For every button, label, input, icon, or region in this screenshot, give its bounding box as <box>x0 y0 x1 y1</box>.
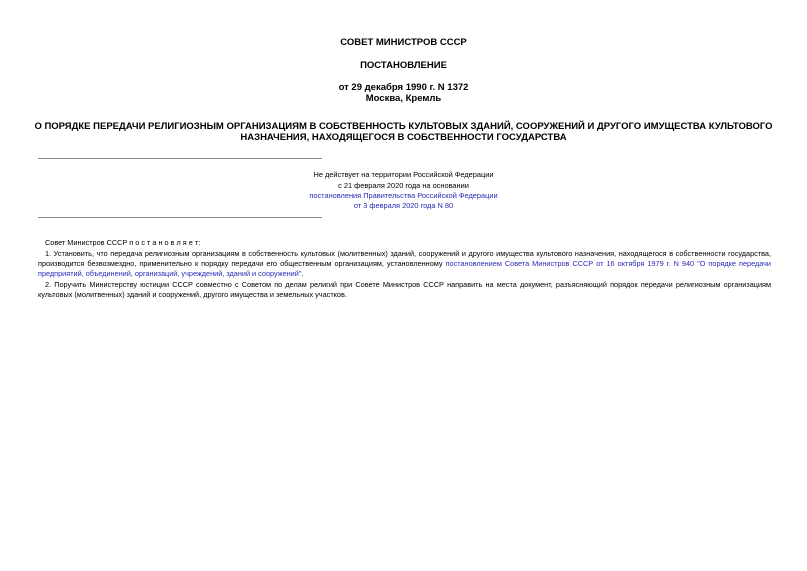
divider-bottom <box>38 217 322 218</box>
resolution-940-link-part-2[interactable]: предприятий, объединений, организаций, учреждений, зданий и сооружений" <box>38 269 302 278</box>
status-note-line-1: Не действует на территории Российской Федерации <box>313 170 494 179</box>
paragraph-1-end-punctuation: . <box>301 269 304 278</box>
intro-paragraph: Совет Министров СССР п о с т а н о в л я е т: <box>45 238 201 247</box>
paragraph-2-line-2: культовых (молитвенных) зданий и сооружений, другого имущества и земельных участков. <box>38 290 347 299</box>
paragraph-2-line-1: 2. Поручить Министерству юстиции СССР совместно с Советом по делам религий при Совете Министров СССР направить на места документ, разъясняющий порядок передачи религиозным организациям <box>45 280 771 289</box>
document-type-heading: ПОСТАНОВЛЕНИЕ <box>360 60 447 71</box>
document-date: от 29 декабря 1990 г. N 1372 <box>338 82 469 93</box>
document-place: Москва, Кремль <box>365 93 442 104</box>
paragraph-1-line-2-text: производится безвозмездно, применительно к порядку передачи его общественным организациям, установленному <box>38 259 443 268</box>
status-link-line-2[interactable] <box>0 201 807 211</box>
status-link-text-2[interactable]: от 3 февраля 2020 года N 80 <box>353 201 454 210</box>
status-link-text-1[interactable]: постановления Правительства Российской Федерации <box>309 191 498 200</box>
paragraph-1-line-1: 1. Установить, что передача религиозным организациям в собственность культовых (молитвенных) зданий, сооружений и другого имущества культового назначения, находящегося в собственности государства, <box>45 249 771 258</box>
paragraph-1-line-3 <box>38 269 771 279</box>
document-title-line-2: НАЗНАЧЕНИЯ, НАХОДЯЩЕГОСЯ В СОБСТВЕННОСТИ ГОСУДАРСТВА <box>240 132 567 143</box>
document-title-line-1: О ПОРЯДКЕ ПЕРЕДАЧИ РЕЛИГИОЗНЫМ ОРГАНИЗАЦИЯМ В СОБСТВЕННОСТЬ КУЛЬТОВЫХ ЗДАНИЙ, СООРУЖЕНИЙ И ДРУГОГО ИМУЩЕСТВА КУЛЬТОВОГО <box>34 121 773 132</box>
status-note-line-2: с 21 февраля 2020 года на основании <box>338 181 469 190</box>
issuer-heading: СОВЕТ МИНИСТРОВ СССР <box>340 37 467 48</box>
paragraph-1-line-2 <box>38 259 771 269</box>
resolution-940-link-part-1[interactable]: постановлением Совета Министров СССР от 16 октября 1979 г. N 940 "О порядке передачи <box>445 259 772 268</box>
status-link-line-1[interactable] <box>0 191 807 201</box>
divider-top <box>38 158 322 159</box>
